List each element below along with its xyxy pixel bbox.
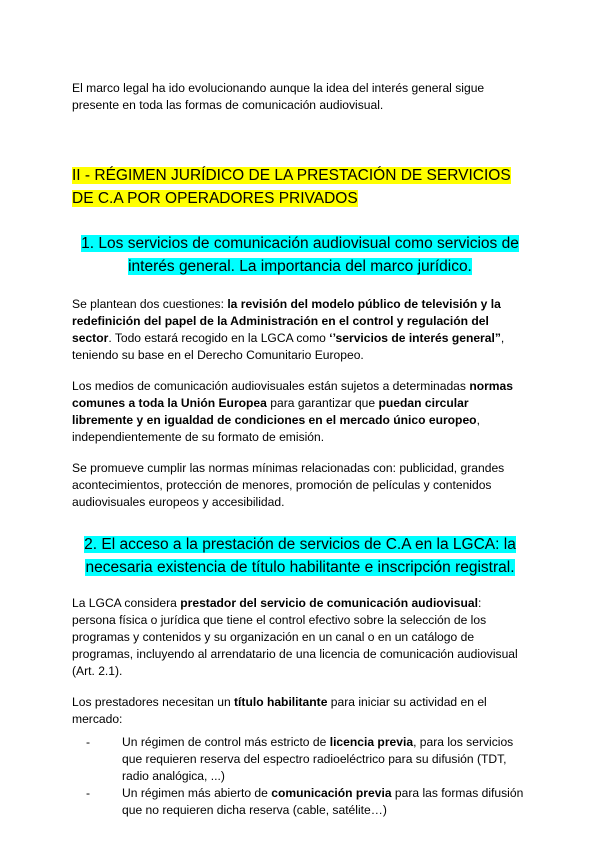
list-item-text-c: para las formas difusión que no requieren dicha reserva (cable, satélite…) [122,786,524,817]
subsection-heading-2-text: 2. El acceso a la prestación de servicios de C.A en la LGCA: la necesaria existencia de título habilitante e inscripción registral. [84,536,516,576]
subsection-heading-1 [72,232,528,278]
paragraph-titulo-habilitante [72,694,528,728]
section-heading [72,164,528,210]
paragraph-prestador-text-c: : persona física o jurídica que tiene el control efectivo sobre la selección de los programas y contenidos y su organización en un canal o en un catálogo de programas, incluyendo al arrendatario de una licencia de comunicación audiovisual (Art. 2.1). [72,596,518,678]
list-item-text-c: , para los servicios que requieren reserva del espectro radioeléctrico para su difusión (TDT, radio analógica, ...) [122,735,514,783]
list-dash: - [86,786,91,800]
paragraph-titulo-text-a: Los prestadores necesitan un [72,695,235,709]
paragraph-cuestiones-text-a: Se plantean dos cuestiones: [72,297,228,311]
paragraph-cuestiones [72,296,528,364]
intro-paragraph: El marco legal ha ido evolucionando aunque la idea del interés general sigue presente en toda las formas de comunicación audiovisual. [72,81,485,112]
paragraph-cuestiones-bold-b: la revisión del modelo público de televisión y la redefinición del papel de la Administración en el control y regulación del sector [72,297,501,345]
paragraph-medios-bold-d: puedan circular libremente y en igualdad de condiciones en el mercado único europeo [72,396,477,427]
paragraph-medios [72,378,528,446]
paragraph-medios-text-e: , independientemente de su formato de emisión. [72,413,480,444]
list-item [86,734,528,785]
paragraph-prestador [72,595,528,680]
list-item [86,785,528,819]
paragraph-titulo-text-c: para iniciar su actividad en el mercado: [72,695,487,726]
paragraph-medios-bold-b: normas comunes a toda la Unión Europea [72,379,513,410]
list-dash: - [86,735,91,749]
paragraph-cuestiones-text-c: . Todo estará recogido en la LGCA como [108,331,330,345]
list-item-text-a: Un régimen más abierto de [122,786,272,800]
paragraph-medios-text-c: para garantizar que [266,396,379,410]
subsection-heading-2 [72,533,528,579]
paragraph-cuestiones-text-e: , teniendo su base en el Derecho Comunitario Europeo. [72,331,505,362]
section-heading-text: II - RÉGIMEN JURÍDICO DE LA PRESTACIÓN DE SERVICIOS DE C.A POR OPERADORES PRIVADOS [72,167,511,207]
paragraph-titulo-bold-b: título habilitante [234,695,328,709]
list-item-text-a: Un régimen de control más estricto de [122,735,330,749]
paragraph-normas-minimas: Se promueve cumplir las normas mínimas relacionadas con: publicidad, grandes acontecimientos, protección de menores, promoción de películas y contenidos audiovisuales europeos y accesibilidad. [72,461,505,509]
paragraph-cuestiones-bold-d: ‘’servicios de interés general” [329,331,501,345]
list-item-bold-b: comunicación previa [271,786,392,800]
regimen-list [72,734,528,819]
paragraph-medios-text-a: Los medios de comunicación audiovisuales están sujetos a determinadas [72,379,470,393]
list-item-bold-b: licencia previa [329,735,414,749]
paragraph-prestador-bold-b: prestador del servicio de comunicación audiovisual [180,596,478,610]
paragraph-prestador-text-a: La LGCA considera [72,596,181,610]
subsection-heading-1-text: 1. Los servicios de comunicación audiovisual como servicios de interés general. La importancia del marco jurídico. [81,235,519,275]
